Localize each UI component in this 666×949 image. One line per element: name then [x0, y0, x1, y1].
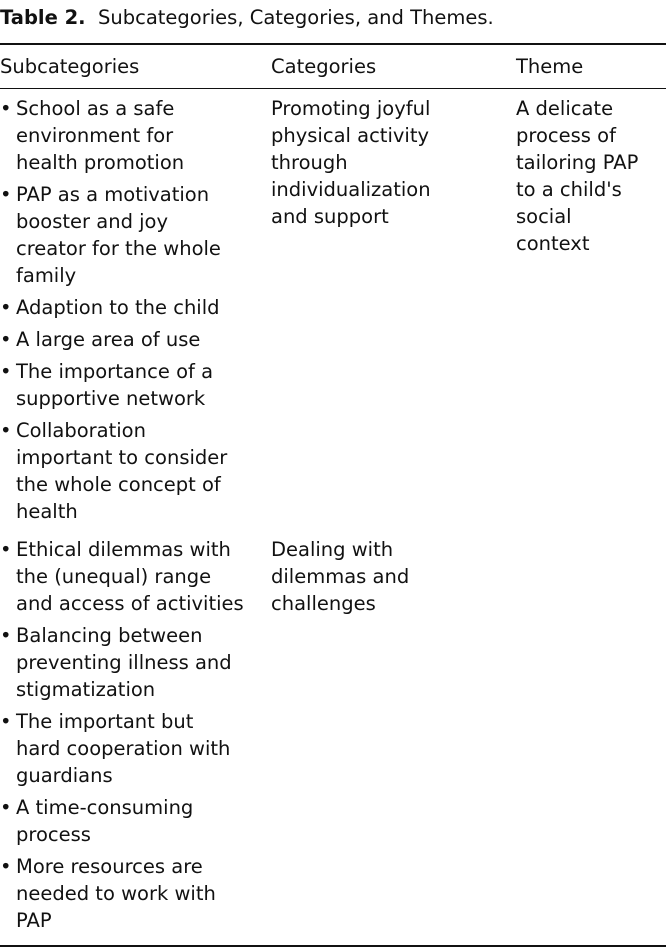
subcategory-line: guardians	[16, 764, 113, 787]
subcategory-line: the (unequal) range	[16, 565, 212, 588]
category-line: Dealing with	[271, 538, 394, 561]
subcategory-text: Balancing between	[16, 624, 203, 647]
category-line: physical activity	[271, 124, 430, 147]
subcategory-line	[0, 536, 271, 563]
subcategory-item	[0, 95, 271, 176]
subcategory-item	[0, 326, 271, 353]
subcategory-line	[0, 794, 271, 821]
subcategory-line: family	[16, 264, 77, 287]
subcategory-text: Collaboration	[16, 419, 146, 442]
subcategory-line: creator for the whole	[16, 237, 221, 260]
category-line: individualization	[271, 178, 431, 201]
table-caption	[0, 0, 666, 43]
subcategory-text: Ethical dilemmas with	[16, 538, 231, 561]
table-title: Subcategories, Categories, and Themes.	[98, 6, 494, 29]
table-header-row	[0, 45, 666, 88]
table-row	[0, 89, 666, 530]
subcategory-line: health	[16, 500, 78, 523]
subcategory-text: PAP as a motivation	[16, 183, 210, 206]
subcategory-line: PAP	[16, 909, 52, 932]
table-row	[0, 530, 666, 945]
subcategory-line: important to consider	[16, 446, 228, 469]
bullet-icon: •	[0, 796, 12, 819]
subcategory-line	[0, 708, 271, 735]
subcategory-item	[0, 181, 271, 289]
subcategory-line: environment for	[16, 124, 174, 147]
subcategory-text: Adaption to the child	[16, 296, 220, 319]
subcategory-item	[0, 794, 271, 848]
bullet-icon: •	[0, 328, 12, 351]
row-1-category	[271, 95, 516, 530]
row-2-subcategories	[0, 536, 271, 939]
row-2-category	[271, 536, 516, 939]
header-theme: Theme	[516, 55, 584, 78]
bullet-icon: •	[0, 419, 12, 442]
subcategory-line	[0, 95, 271, 122]
subcategory-line: the whole concept of	[16, 473, 221, 496]
row-1-subcategories	[0, 95, 271, 530]
theme-line: to a child's	[516, 178, 622, 201]
bullet-icon: •	[0, 624, 12, 647]
subcategory-line: health promotion	[16, 151, 185, 174]
subcategory-item	[0, 536, 271, 617]
subcategory-line	[0, 853, 271, 880]
bullet-icon: •	[0, 855, 12, 878]
subcategory-line: preventing illness and	[16, 651, 232, 674]
theme-line: tailoring PAP	[516, 151, 639, 174]
bottom-rule	[0, 945, 666, 947]
subcategory-text: A large area of use	[16, 328, 201, 351]
category-line: dilemmas and	[271, 565, 410, 588]
subcategory-text: School as a safe	[16, 97, 175, 120]
row-1-theme	[516, 95, 666, 530]
header-categories: Categories	[271, 55, 377, 78]
category-line: challenges	[271, 592, 376, 615]
bullet-icon: •	[0, 183, 12, 206]
subcategory-item	[0, 294, 271, 321]
subcategory-line	[0, 358, 271, 385]
bullet-icon: •	[0, 296, 12, 319]
theme-line: process of	[516, 124, 616, 147]
subcategory-item	[0, 358, 271, 412]
subcategory-line: and access of activities	[16, 592, 244, 615]
subcategory-line: hard cooperation with	[16, 737, 231, 760]
category-line: Promoting joyful	[271, 97, 431, 120]
subcategory-line: supportive network	[16, 387, 206, 410]
subcategory-line	[0, 326, 271, 353]
bullet-icon: •	[0, 538, 12, 561]
row-2-theme	[516, 536, 666, 939]
category-line: and support	[271, 205, 389, 228]
subcategory-item	[0, 417, 271, 525]
subcategory-line	[0, 622, 271, 649]
subcategory-line: needed to work with	[16, 882, 216, 905]
subcategory-text: More resources are	[16, 855, 203, 878]
subcategory-line: process	[16, 823, 91, 846]
subcategory-text: The importance of a	[16, 360, 214, 383]
subcategory-text: A time-consuming	[16, 796, 194, 819]
theme-line: A delicate	[516, 97, 614, 120]
theme-line: context	[516, 232, 590, 255]
subcategory-item	[0, 622, 271, 703]
subcategory-line	[0, 294, 271, 321]
bullet-icon: •	[0, 360, 12, 383]
header-subcategories: Subcategories	[0, 55, 140, 78]
subcategory-line	[0, 181, 271, 208]
category-line: through	[271, 151, 348, 174]
subcategory-line: stigmatization	[16, 678, 156, 701]
subcategory-text: The important but	[16, 710, 194, 733]
subcategory-item	[0, 708, 271, 789]
subcategory-item	[0, 853, 271, 934]
subcategory-line: booster and joy	[16, 210, 169, 233]
bullet-icon: •	[0, 710, 12, 733]
theme-line: social	[516, 205, 572, 228]
subcategory-line	[0, 417, 271, 444]
bullet-icon: •	[0, 97, 12, 120]
table-label: Table 2.	[0, 6, 86, 29]
